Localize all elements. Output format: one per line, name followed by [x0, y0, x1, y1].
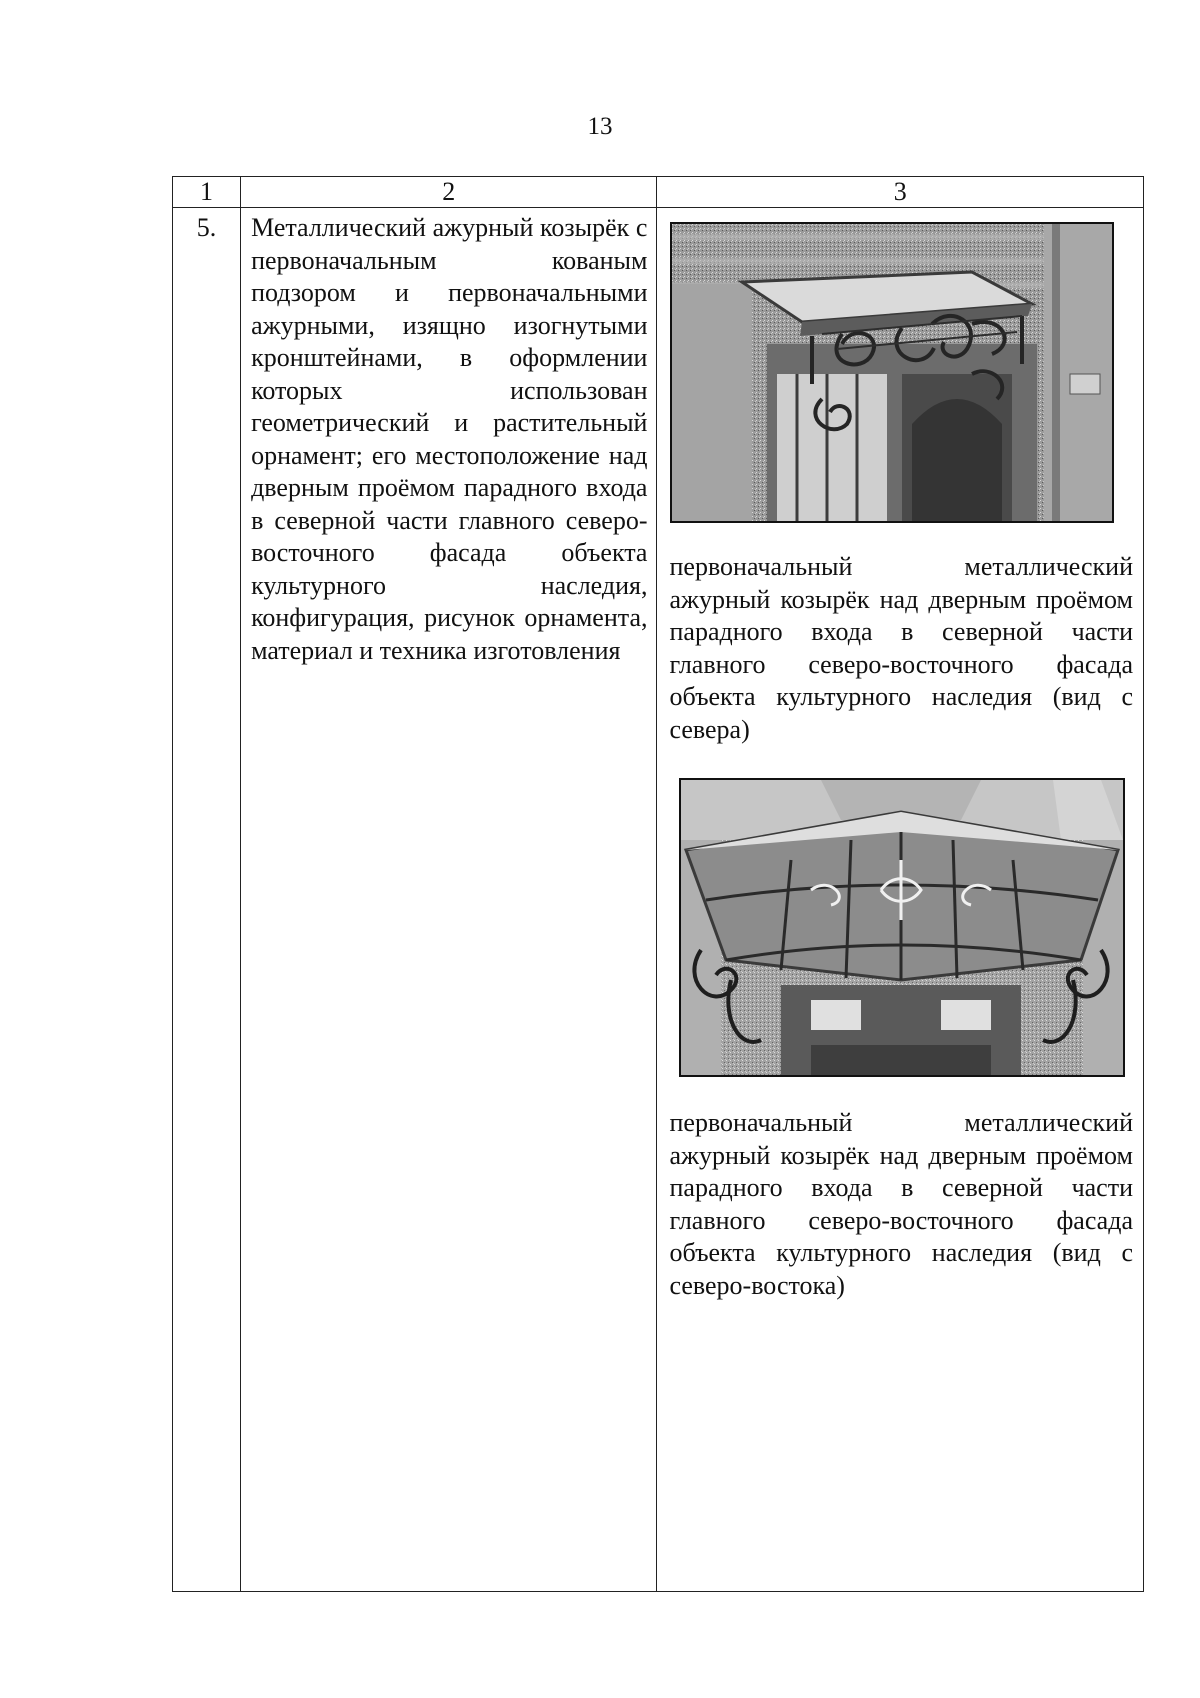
header-col-3: 3 [657, 177, 1144, 208]
row-photos-cell [657, 208, 1144, 1592]
canopy-photo-northeast [679, 778, 1125, 1077]
row-description: Металлический ажурный козырёк с первоначальным кованым подзором и первоначальными ажурными, изящно изогнутыми кронштейнами, в оформлении которых использован геометрический и растительный орнамент; его местоположение над дверным проёмом парадного входа в северной части главного северо-восточного фасада объекта культурного наследия, конфигурация, рисунок орнамента, материал и техника изготовления [241, 208, 657, 1592]
row-number: 5. [173, 208, 241, 1592]
photo-caption-northeast: первоначальный металлический ажурный козырёк над дверным проёмом парадного входа в северной части главного северо-восточного фасада объекта культурного наследия (вид с северо-востока) [669, 1108, 1133, 1300]
header-col-1: 1 [173, 177, 241, 208]
table-row [173, 208, 1144, 1592]
photo-caption-north: первоначальный металлический ажурный козырёк над дверным проёмом парадного входа в северной части главного северо-восточного фасада объекта культурного наследия (вид с севера) [669, 552, 1133, 744]
page-number: 13 [587, 113, 613, 140]
monument-features-table [172, 176, 1144, 1592]
canopy-photo-north [670, 222, 1114, 523]
table-header-row [173, 177, 1144, 208]
header-col-2: 2 [241, 177, 657, 208]
